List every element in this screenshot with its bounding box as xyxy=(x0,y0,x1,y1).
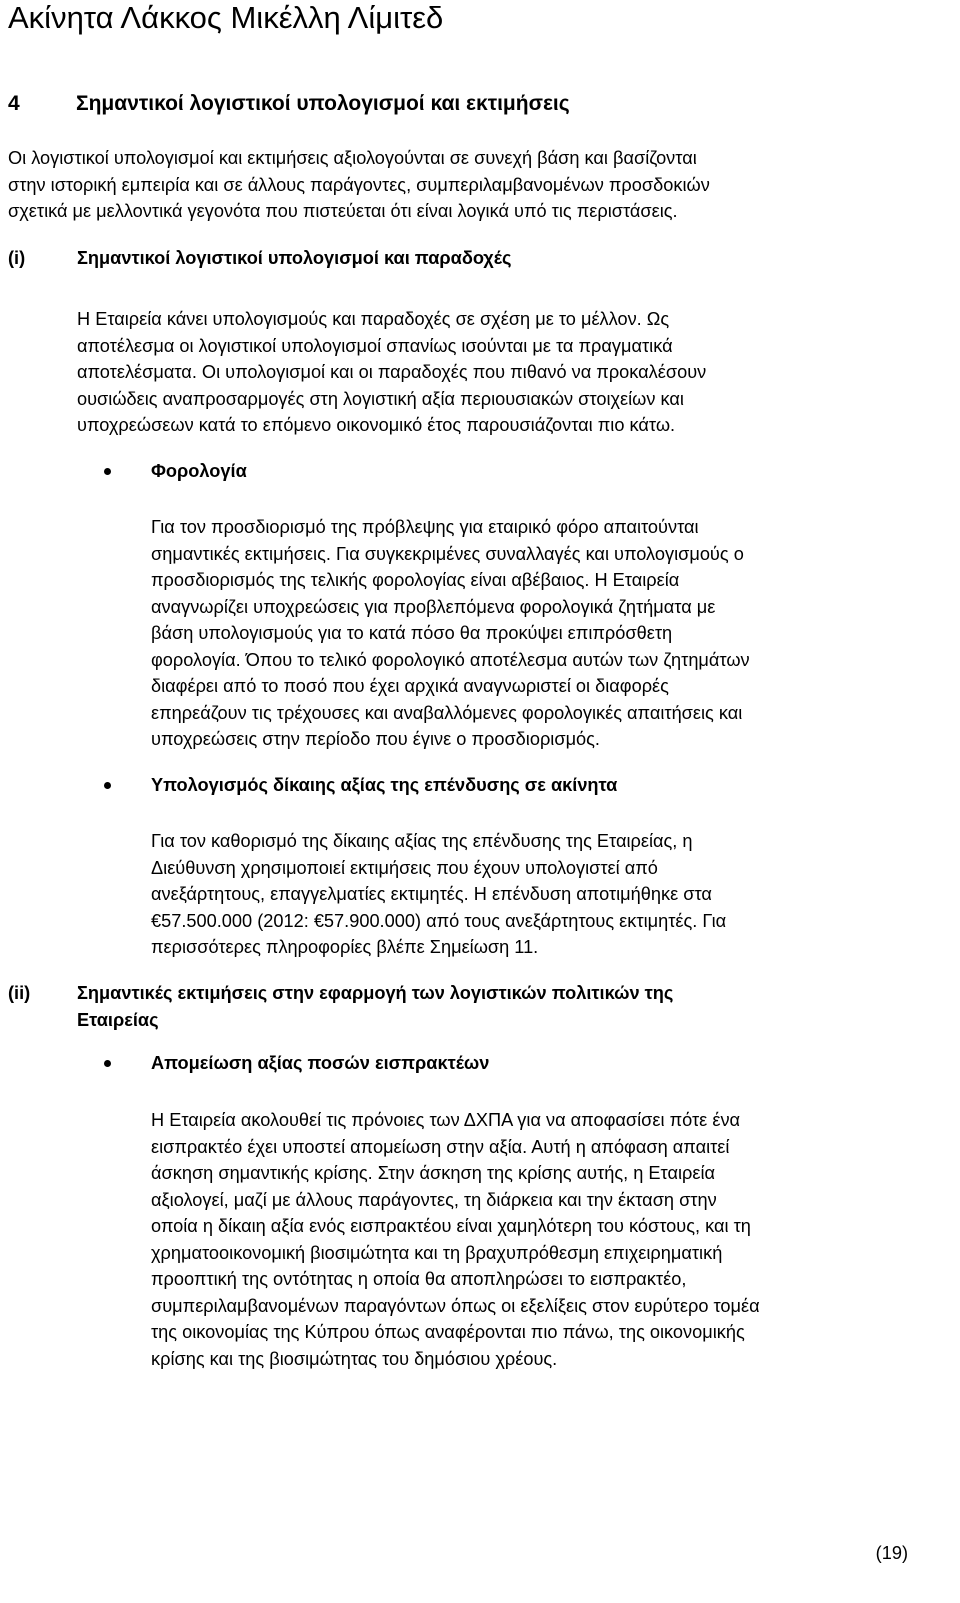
subsection-ii-label: (ii) xyxy=(8,983,31,1003)
paragraph-line: ουσιώδεις αναπροσαρμογές στη λογιστική αξία περιουσιακών στοιχείων και xyxy=(77,388,684,409)
paragraph-line: Για τον καθορισμό της δίκαιης αξίας της επένδυσης της Εταιρείας, η xyxy=(151,831,693,851)
paragraph-line: της οικονομίας της Κύπρου όπως αναφέρονται πιο πάνω, της οικονομικής xyxy=(151,1322,745,1342)
paragraph-line: προοπτική της οντότητας η οποία θα αποπληρώσει το εισπρακτέο, xyxy=(151,1269,687,1289)
paragraph-line: αποτέλεσμα οι λογιστικοί υπολογισμοί σπανίως ισούνται με τα πραγματικά xyxy=(77,335,673,356)
subsection-ii-title xyxy=(77,980,673,1034)
paragraph-line: οποία η δίκαιη αξία ενός εισπρακτέου είναι χαμηλότερη του κόστους, και τη xyxy=(151,1216,751,1236)
paragraph-line: κρίσης και της βιοσιμώτητας του δημόσιου χρέους. xyxy=(151,1348,558,1369)
paragraph-line: Η Εταιρεία ακολουθεί τις πρόνοιες των ΔΧΠΑ για να αποφασίσει πότε ένα xyxy=(151,1110,741,1130)
section-number: 4 xyxy=(8,92,20,115)
intro-line: σχετικά με μελλοντικά γεγονότα που πιστεύεται ότι είναι λογικά υπό τις περιστάσεις. xyxy=(8,201,678,221)
bullet-fair-value-paragraph xyxy=(151,828,726,961)
subsection-i-title: Σημαντικοί λογιστικοί υπολογισμοί και παραδοχές xyxy=(77,248,512,268)
section-heading xyxy=(8,89,570,119)
intro-line: Οι λογιστικοί υπολογισμοί και εκτιμήσεις αξιολογούνται σε συνεχή βάση και βασίζονται xyxy=(8,148,697,168)
section-title: Σημαντικοί λογιστικοί υπολογισμοί και εκτιμήσεις xyxy=(76,92,570,115)
subsection-i-paragraph xyxy=(77,306,706,439)
section-intro xyxy=(8,145,710,225)
paragraph-line: χρηματοοικονομική βιοσιμώτητα και τη βραχυπρόθεσμη επιχειρηματική xyxy=(151,1242,723,1263)
paragraph-line: ανεξάρτητους, επαγγελματίες εκτιμητές. Η επένδυση αποτιμήθηκε στα xyxy=(151,884,712,904)
bullet-title-taxation: Φορολογία xyxy=(151,461,247,481)
subsection-ii-title-line: Σημαντικές εκτιμήσεις στην εφαρμογή των λογιστικών πολιτικών της xyxy=(77,983,674,1003)
paragraph-line: άσκηση σημαντικής κρίσης. Στην άσκηση της κρίσης αυτής, η Εταιρεία xyxy=(151,1163,716,1183)
paragraph-line: Για τον προσδιορισμό της πρόβλεψης για εταιρικό φόρο απαιτούνται xyxy=(151,517,699,537)
paragraph-line: εισπρακτέο έχει υποστεί απομείωση στην αξία. Αυτή η απόφαση απαιτεί xyxy=(151,1136,730,1157)
paragraph-line: επηρεάζουν τις τρέχουσες και αναβαλλόμενες φορολογικές απαιτήσεις και xyxy=(151,702,743,723)
paragraph-line: €57.500.000 (2012: €57.900.000) από τους ανεξάρτητους εκτιμητές. Για xyxy=(151,910,727,931)
subsection-ii-title-line: Εταιρείας xyxy=(77,1010,159,1030)
paragraph-line: αποτελέσματα. Οι υπολογισμοί και οι παραδοχές που πιθανό να προκαλέσουν xyxy=(77,362,707,382)
paragraph-line: φορολογία. Όπου το τελικό φορολογικό αποτέλεσμα αυτών των ζητημάτων xyxy=(151,649,750,670)
intro-line: στην ιστορική εμπειρία και σε άλλους παράγοντες, συμπεριλαμβανομένων προσδοκιών xyxy=(8,174,710,195)
subsection-i-label: (i) xyxy=(8,248,26,268)
company-title: Ακίνητα Λάκκος Μικέλλη Λίμιτεδ xyxy=(8,0,444,35)
paragraph-line: προσδιορισμός της τελικής φορολογίας είναι αβέβαιος. Η Εταιρεία xyxy=(151,570,680,590)
bullet-impairment-paragraph xyxy=(151,1107,760,1372)
paragraph-line: βάση υπολογισμούς για το κατά πόσο θα προκύψει επιπρόσθετη xyxy=(151,623,673,643)
bullet-title-impairment: Απομείωση αξίας ποσών εισπρακτέων xyxy=(151,1053,490,1073)
paragraph-line: Διεύθυνση χρησιμοποιεί εκτιμήσεις που έχουν υπολογιστεί από xyxy=(151,857,658,878)
bullet-icon xyxy=(104,782,111,789)
bullet-title-fair-value: Υπολογισμός δίκαιης αξίας της επένδυσης σε ακίνητα xyxy=(151,775,618,795)
bullet-taxation-paragraph xyxy=(151,514,750,753)
paragraph-line: σημαντικές εκτιμήσεις. Για συγκεκριμένες συναλλαγές και υπολογισμούς ο xyxy=(151,543,744,564)
paragraph-line: συμπεριλαμβανομένων παραγόντων όπως οι εξελίξεις στον ευρύτερο τομέα xyxy=(151,1295,760,1316)
paragraph-line: διαφέρει από το ποσό που έχει αρχικά αναγνωριστεί οι διαφορές xyxy=(151,676,669,696)
paragraph-line: αξιολογεί, μαζί με άλλους παράγοντες, τη διάρκεια και την έκταση στην xyxy=(151,1189,717,1210)
paragraph-line: περισσότερες πληροφορίες βλέπε Σημείωση 11. xyxy=(151,937,539,957)
page-number: (19) xyxy=(875,1543,908,1563)
paragraph-line: Η Εταιρεία κάνει υπολογισμούς και παραδοχές σε σχέση με το μέλλον. Ως xyxy=(77,309,670,329)
paragraph-line: υποχρεώσεων κατά το επόμενο οικονομικό έτος παρουσιάζονται πιο κάτω. xyxy=(77,415,676,435)
bullet-icon xyxy=(104,1060,111,1067)
paragraph-line: υποχρεώσεις στην περίοδο που έγινε ο προσδιορισμός. xyxy=(151,729,600,749)
paragraph-line: αναγνωρίζει υποχρεώσεις για προβλεπόμενα φορολογικά ζητήματα με xyxy=(151,596,716,617)
bullet-icon xyxy=(104,468,111,475)
